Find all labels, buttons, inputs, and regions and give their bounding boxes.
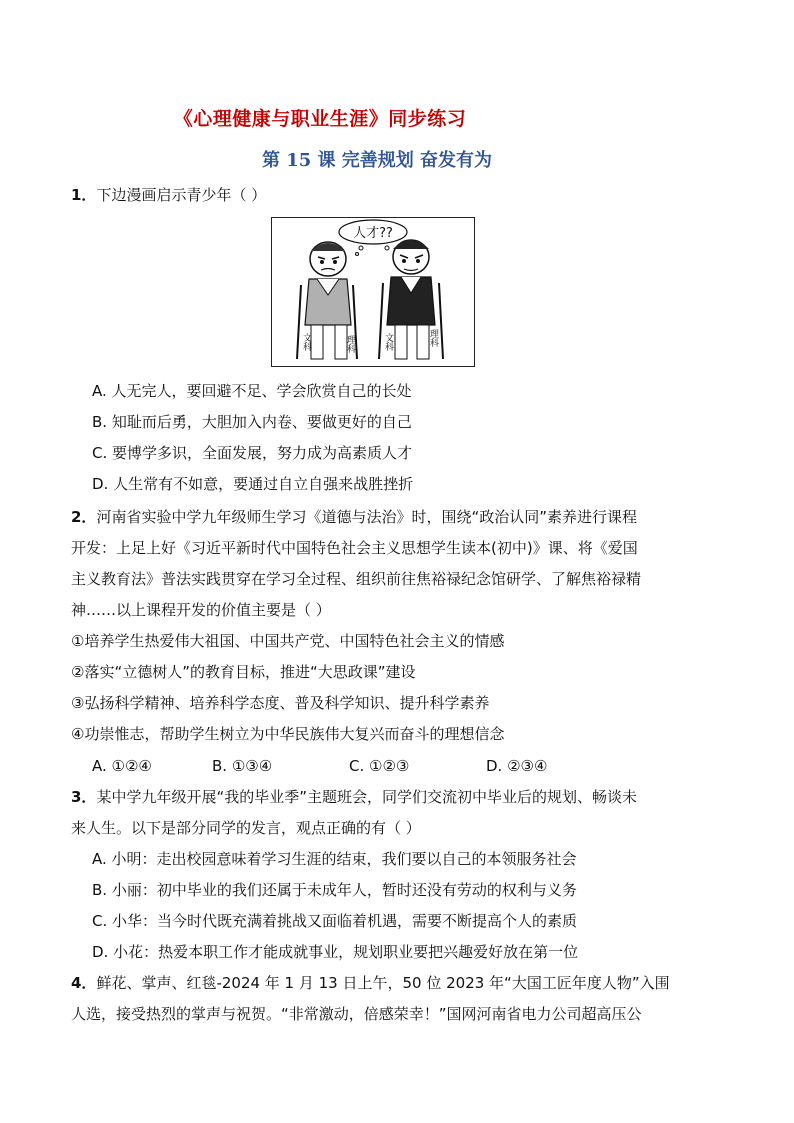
question-3-option-b: B. 小丽：初中毕业的我们还属于未成年人，暂时还没有劳动的权利与义务 xyxy=(92,881,577,899)
question-2-choice-c: C. ①②③ xyxy=(349,757,410,775)
cartoon-image xyxy=(271,217,475,367)
question-2-choices xyxy=(92,756,547,776)
question-3-line-2: 来人生。以下是部分同学的发言，观点正确的有（ ） xyxy=(71,819,421,837)
question-2-item-3: ③弘扬科学精神、培养科学态度、普及科学知识、提升科学素养 xyxy=(71,694,490,712)
lesson-title: 第 15 课 完善规划 奋发有为 xyxy=(261,150,493,171)
question-2-choice-a: A. ①②④ xyxy=(92,757,152,775)
question-2-line-4: 神……以上课程开发的价值主要是（ ） xyxy=(71,601,331,619)
question-2-item-4: ④功崇惟志，帮助学生树立为中华民族伟大复兴而奋斗的理想信念 xyxy=(71,725,505,743)
question-2-choice-d: D. ②③④ xyxy=(486,757,548,775)
question-4-line-2: 人选，接受热烈的掌声与祝贺。“非常激动，倍感荣幸！”国网河南省电力公司超高压公 xyxy=(71,1005,642,1023)
question-2-line-3: 主义教育法》普法实践贯穿在学习全过程、组织前往焦裕禄纪念馆研学、了解焦裕禄精 xyxy=(71,570,642,588)
question-1-option-c: C. 要博学多识，全面发展，努力成为高素质人才 xyxy=(92,444,413,462)
right-crutch-label-2: 理科 xyxy=(428,329,438,347)
question-1-option-d: D. 人生常有不如意，要通过自立自强来战胜挫折 xyxy=(92,475,414,493)
question-4-number: 4． xyxy=(71,974,97,992)
document-title: 《心理健康与职业生涯》同步练习 xyxy=(173,108,467,130)
question-2-choice-b: B. ①③④ xyxy=(212,757,273,775)
question-1-number: 1． xyxy=(71,186,97,204)
question-3-text-1: 某中学九年级开展“我的毕业季”主题班会，同学们交流初中毕业后的规划、畅谈未 xyxy=(96,788,637,806)
question-2-text-1: 河南省实验中学九年级师生学习《道德与法治》时，围绕“政治认同”素养进行课程 xyxy=(96,508,637,526)
question-3-option-a: A. 小明：走出校园意味着学习生涯的结束，我们要以自己的本领服务社会 xyxy=(92,850,577,868)
bubble-text: 人才?? xyxy=(353,226,393,241)
question-4-text-1: 鲜花、掌声、红毯-2024 年 1 月 13 日上午，50 位 2023 年“大国工匠年度人物”入围 xyxy=(96,974,670,992)
left-crutch-label-1: 文科 xyxy=(301,333,311,351)
question-2-line-1 xyxy=(71,507,637,527)
question-3-option-c: C. 小华：当今时代既充满着挑战又面临着机遇，需要不断提高个人的素质 xyxy=(92,912,578,930)
question-2-item-1: ①培养学生热爱伟大祖国、中国共产党、中国特色社会主义的情感 xyxy=(71,632,505,650)
question-1-option-a: A. 人无完人，要回避不足、学会欣赏自己的长处 xyxy=(92,382,412,400)
question-1 xyxy=(71,185,266,205)
question-3-number: 3． xyxy=(71,788,97,806)
question-2-item-2: ②落实“立德树人”的教育目标，推进“大思政课”建设 xyxy=(71,663,416,681)
question-3-line-1 xyxy=(71,787,637,807)
left-crutch-label-2: 理科 xyxy=(345,335,355,353)
question-1-option-b: B. 知耻而后勇，大胆加入内卷、要做更好的自己 xyxy=(92,413,412,431)
question-3-option-d: D. 小花：热爱本职工作才能成就事业，规划职业要把兴趣爱好放在第一位 xyxy=(92,943,579,961)
right-crutch-label-1: 文科 xyxy=(383,333,393,351)
question-1-text: 下边漫画启示青少年（ ） xyxy=(96,186,267,204)
question-4-line-1 xyxy=(71,973,670,993)
question-2-number: 2． xyxy=(71,508,97,526)
question-2-line-2: 开发：上足上好《习近平新时代中国特色社会主义思想学生读本(初中)》课、将《爱国 xyxy=(71,539,638,557)
